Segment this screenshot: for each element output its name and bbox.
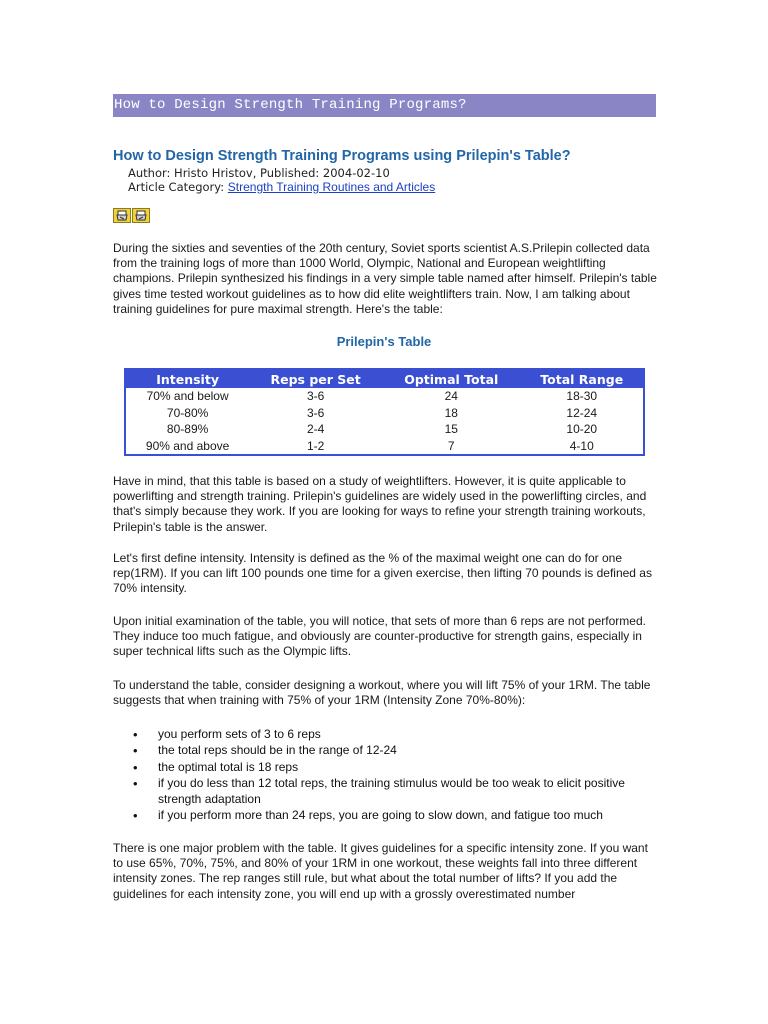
col-header-optimal-total: Optimal Total: [382, 369, 520, 388]
table-cell: 15: [444, 422, 458, 437]
banner-title: How to Design Strength Training Programs?: [114, 97, 467, 113]
col-header-intensity: Intensity: [125, 369, 249, 388]
table-cell: 10-20: [566, 422, 598, 437]
category-label: Article Category:: [128, 180, 228, 194]
table-cell: 80-89%: [166, 422, 209, 437]
paragraph-example: To understand the table, consider designing a workout, where you will lift 75% of your 1RM. The table suggests that when training with 75% of your 1RM (Intensity Zone 70%-80%):: [113, 678, 651, 708]
list-item: • if you perform more than 24 reps, you are going to slow down, and fatigue too much: [113, 808, 658, 823]
table-cell: 70-80%: [166, 405, 209, 420]
table-cell: 18-30: [566, 389, 598, 404]
table-cell: 70% and below: [146, 389, 229, 404]
category-line: [128, 180, 435, 194]
prilepin-table: [124, 368, 645, 456]
table-cell: 90% and above: [145, 438, 230, 453]
paragraph-reps: Upon initial examination of the table, you will notice, that sets of more than 6 reps are not performed. They induce too much fatigue, and obviously are counter-productive for strength gains, especially in super technical lifts such as the Olympic lifts.: [113, 614, 646, 659]
list-item: • the total reps should be in the range of 12-24: [113, 743, 658, 758]
list-item: • if you do less than 12 total reps, the training stimulus would be too weak to elicit positive strength adaptation: [113, 776, 658, 807]
table-cell: 4-10: [569, 438, 594, 453]
list-item: • you perform sets of 3 to 6 reps: [113, 727, 658, 742]
table-cell: 24: [444, 389, 458, 404]
table-row: [125, 421, 644, 438]
category-link[interactable]: Strength Training Routines and Articles: [227, 180, 436, 194]
intro-paragraph: During the sixties and seventies of the 20th century, Soviet sports scientist A.S.Prilepin collected data from the training logs of more than 1000 World, Olympic, National and European weightlifting champions. Prilepin synthesized his findings in a very simple table named after himself. Prilepin's table gives time tested workout guidelines as to how did elite weightlifters train. Now, I am talking about training guidelines for pure maximal strength. Here's the table:: [113, 241, 657, 316]
article-title: How to Design Strength Training Programs using Prilepin's Table?: [113, 148, 571, 164]
guidelines-list: [113, 727, 658, 824]
print-icon[interactable]: [113, 208, 131, 223]
col-header-reps-per-set: Reps per Set: [249, 369, 382, 388]
table-title: Prilepin's Table: [336, 334, 432, 349]
table-cell: 2-4: [306, 422, 325, 437]
email-icon[interactable]: [132, 208, 150, 223]
table-header-row: [125, 369, 644, 388]
table-cell: 7: [447, 438, 455, 453]
table-row: [125, 388, 644, 405]
table-row: [125, 405, 644, 422]
table-cell: 3-6: [306, 405, 325, 420]
table-row: [125, 438, 644, 456]
paragraph-intensity: Let's first define intensity. Intensity is defined as the % of the maximal weight one can do for one rep(1RM). If you can lift 100 pounds one time for a given exercise, then lifting 70 pounds is defined as 70% intensity.: [113, 551, 652, 596]
paragraph-problem: There is one major problem with the table. It gives guidelines for a specific intensity zone. If you want to use 65%, 70%, 75%, and 80% of your 1RM in one workout, these weights fall into three different intensity zones. The rep ranges still rule, but what about the total number of lifts? If you add the guidelines for each intensity zone, you will end up with a grossly overestimated number: [113, 841, 648, 901]
table-cell: 1-2: [306, 438, 325, 453]
list-item: • the optimal total is 18 reps: [113, 760, 658, 775]
table-cell: 18: [444, 405, 458, 420]
paragraph-weightlifters: Have in mind, that this table is based on a study of weightlifters. However, it is quite applicable to powerlifting and strength training. Prilepin's guidelines are widely used in the powerlifting circles, and that's simply because they work. If you are looking for ways to refine your strength training workouts, Prilepin's table is the answer.: [113, 474, 647, 534]
col-header-total-range: Total Range: [521, 369, 645, 388]
page-banner: [113, 94, 656, 117]
author-line: Author: Hristo Hristov, Published: 2004-02-10: [128, 166, 390, 180]
table-cell: 12-24: [566, 405, 598, 420]
article-tools: [113, 208, 150, 223]
table-cell: 3-6: [306, 389, 325, 404]
